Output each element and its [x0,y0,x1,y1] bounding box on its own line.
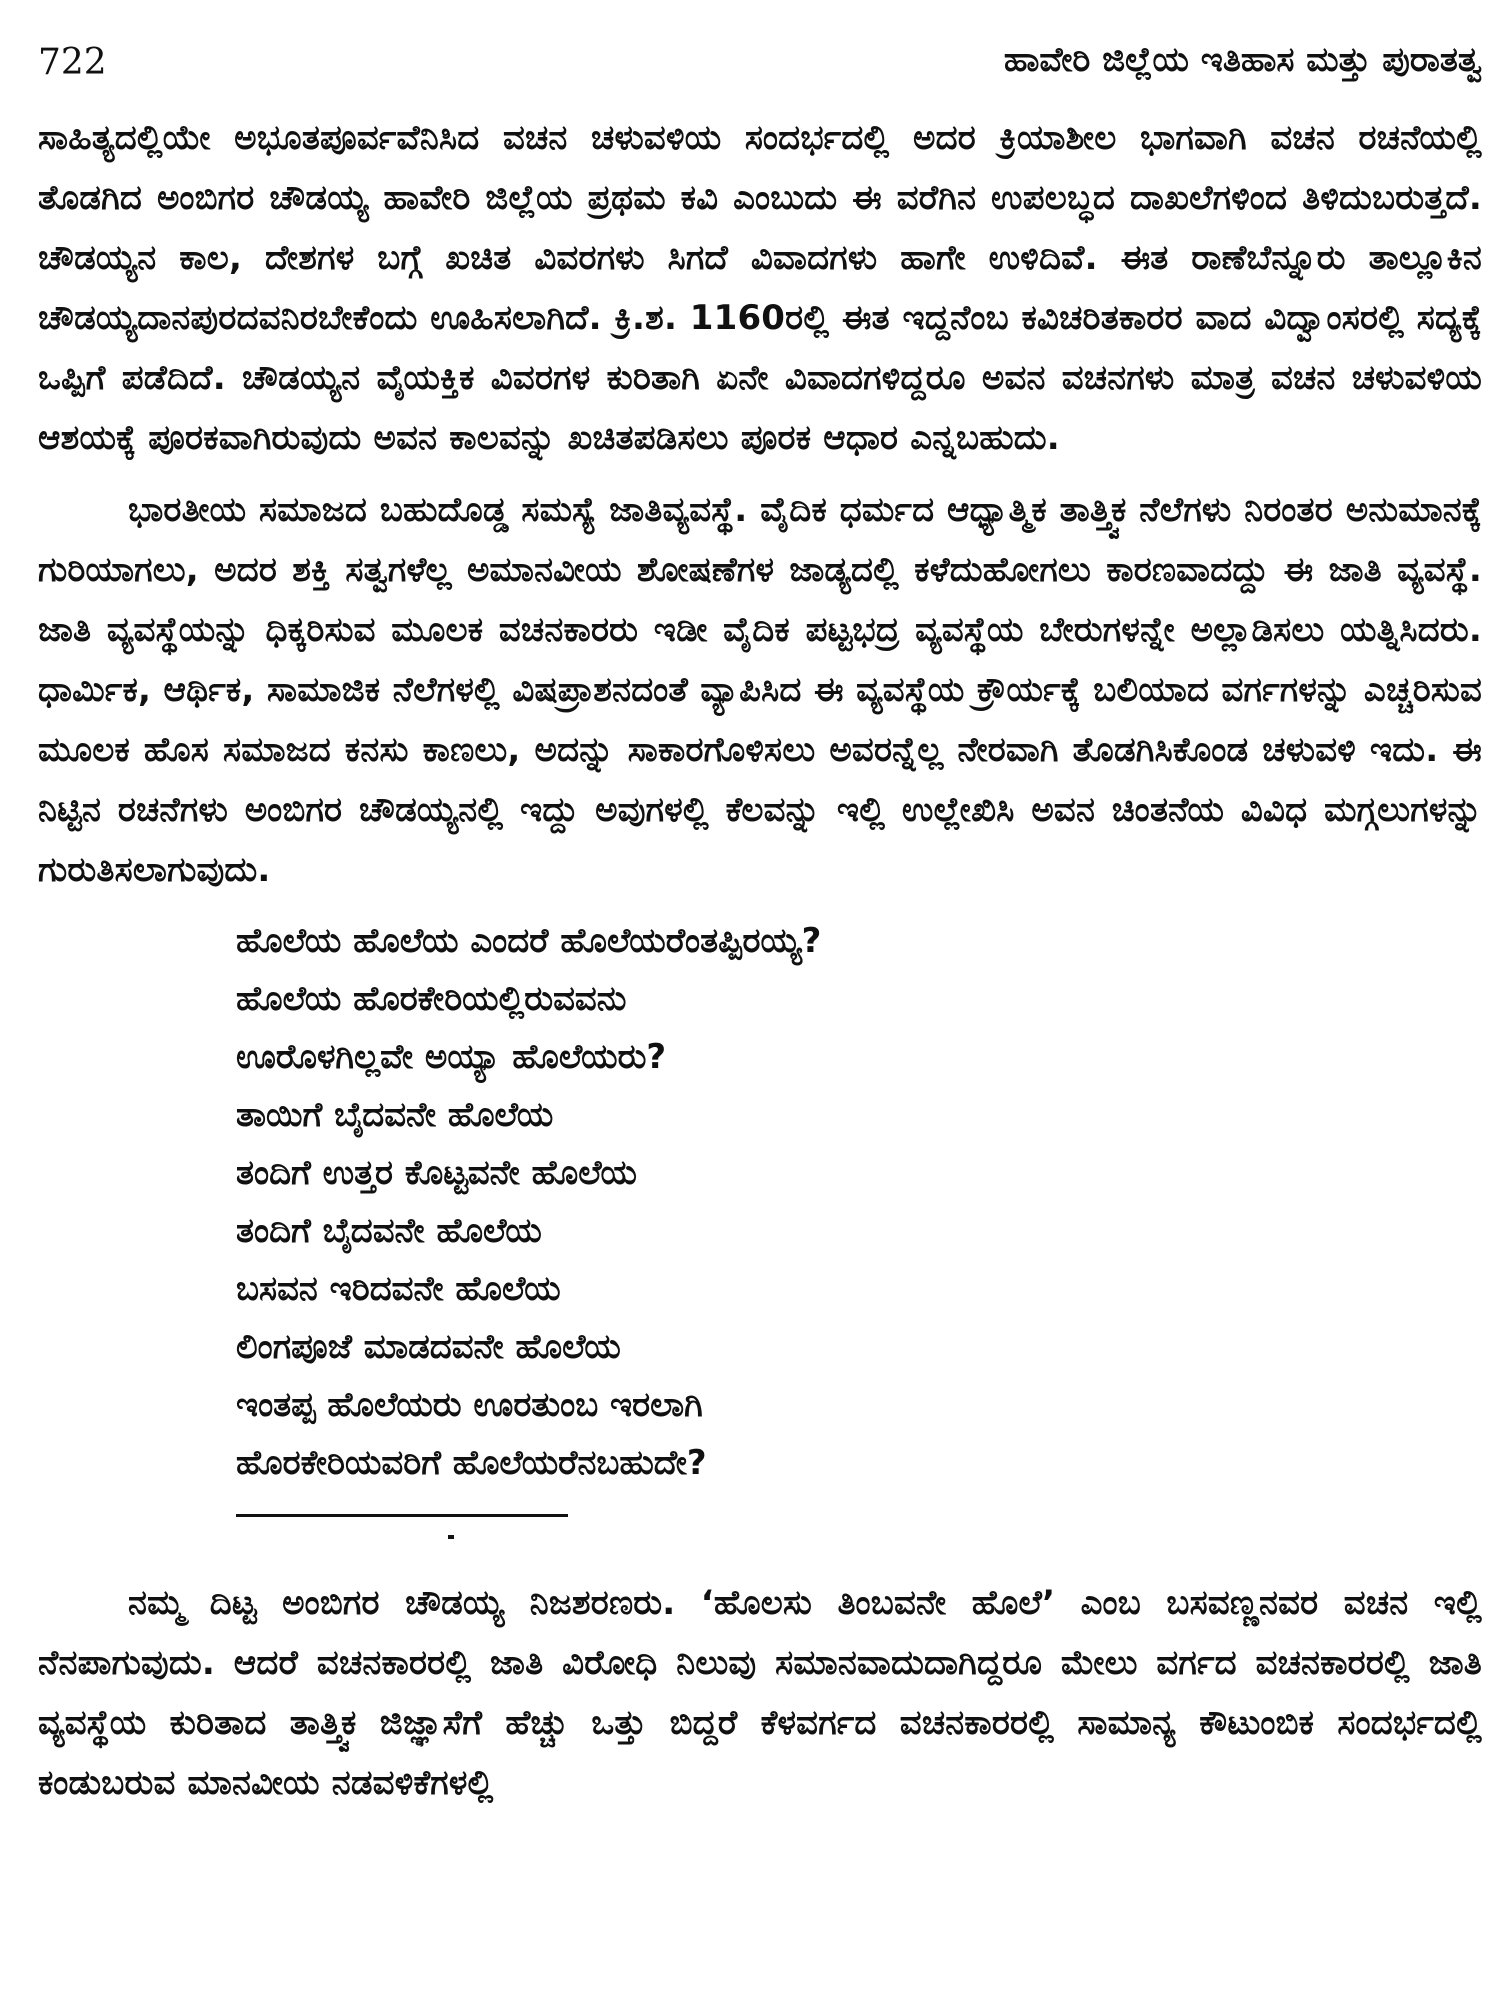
paragraph-2: ಭಾರತೀಯ ಸಮಾಜದ ಬಹುದೊಡ್ಡ ಸಮಸ್ಯೆ ಜಾತಿವ್ಯವಸ್ಥೆ. ವೈದಿಕ ಧರ್ಮದ ಆಧ್ಯಾತ್ಮಿಕ ತಾತ್ತ್ವಿಕ ನೆಲೆಗಳು ನಿರಂತರ ಅನುಮಾನಕ್ಕೆ ಗುರಿಯಾಗಲು, ಅದರ ಶಕ್ತಿ ಸತ್ವಗಳೆಲ್ಲ ಅಮಾನವೀಯ ಶೋಷಣೆಗಳ ಜಾಡ್ಯದಲ್ಲಿ ಕಳೆದುಹೋಗಲು ಕಾರಣವಾದದ್ದು ಈ ಜಾತಿ ವ್ಯವಸ್ಥೆ. ಜಾತಿ ವ್ಯವಸ್ಥೆಯನ್ನು ಧಿಕ್ಕರಿಸುವ ಮೂಲಕ ವಚನಕಾರರು ಇಡೀ ವೈದಿಕ ಪಟ್ಟಭದ್ರ ವ್ಯವಸ್ಥೆಯ ಬೇರುಗಳನ್ನೇ ಅಲ್ಲಾಡಿಸಲು ಯತ್ನಿಸಿದರು. ಧಾರ್ಮಿಕ, ಆರ್ಥಿಕ, ಸಾಮಾಜಿಕ ನೆಲೆಗಳಲ್ಲಿ ವಿಷಪ್ರಾಶನದಂತೆ ವ್ಯಾಪಿಸಿದ ಈ ವ್ಯವಸ್ಥೆಯ ಕ್ರೌರ್ಯಕ್ಕೆ ಬಲಿಯಾದ ವರ್ಗಗಳನ್ನು ಎಚ್ಚರಿಸುವ ಮೂಲಕ ಹೊಸ ಸಮಾಜದ ಕನಸು ಕಾಣಲು, ಅದನ್ನು ಸಾಕಾರಗೊಳಿಸಲು ಅವರನ್ನೆಲ್ಲ ನೇರವಾಗಿ ತೊಡಗಿಸಿಕೊಂಡ ಚಳುವಳಿ ಇದು. ಈ ನಿಟ್ಟಿನ ರಚನೆಗಳು ಅಂಬಿಗರ ಚೌಡಯ್ಯನಲ್ಲಿ ಇದ್ದು ಅವುಗಳಲ್ಲಿ ಕೆಲವನ್ನು ಇಲ್ಲಿ ಉಲ್ಲೇಖಿಸಿ ಅವನ ಚಿಂತನೆಯ ವಿವಿಧ ಮಗ್ಗಲುಗಳನ್ನು ಗುರುತಿಸಲಾಗುವುದು. [38,490,1482,890]
page-header [38,32,1482,92]
vachana-poem [236,912,1482,1492]
running-head: ಹಾವೇರಿ ಜಿಲ್ಲೆಯ ಇತಿಹಾಸ ಮತ್ತು ಪುರಾತತ್ವ [1003,40,1482,80]
page-body [38,108,1482,1813]
poem-line: ಹೊಲೆಯ ಹೊಲೆಯ ಎಂದರೆ ಹೊಲೆಯರೆಂತಪ್ಪಿರಯ್ಯ? [236,921,822,961]
paragraph-3: ನಮ್ಮ ದಿಟ್ಟ ಅಂಬಿಗರ ಚೌಡಯ್ಯ ನಿಜಶರಣರು. ‘ಹೊಲಸು ತಿಂಬವನೇ ಹೊಲೆ’ ಎಂಬ ಬಸವಣ್ಣನವರ ವಚನ ಇಲ್ಲಿ ನೆನಪಾಗುವುದು. ಆದರೆ ವಚನಕಾರರಲ್ಲಿ ಜಾತಿ ವಿರೋಧಿ ನಿಲುವು ಸಮಾನವಾದುದಾಗಿದ್ದರೂ ಮೇಲು ವರ್ಗದ ವಚನಕಾರರಲ್ಲಿ ಜಾತಿ ವ್ಯವಸ್ಥೆಯ ಕುರಿತಾದ ತಾತ್ತ್ವಿಕ ಜಿಜ್ಞಾಸೆಗೆ ಹೆಚ್ಚು ಒತ್ತು ಬಿದ್ದರೆ ಕೆಳವರ್ಗದ ವಚನಕಾರರಲ್ಲಿ ಸಾಮಾನ್ಯ ಕೌಟುಂಬಿಕ ಸಂದರ್ಭದಲ್ಲಿ ಕಂಡುಬರುವ ಮಾನವೀಯ ನಡವಳಿಕೆಗಳಲ್ಲಿ [38,1583,1482,1803]
paragraph-1: ಸಾಹಿತ್ಯದಲ್ಲಿಯೇ ಅಭೂತಪೂರ್ವವೆನಿಸಿದ ವಚನ ಚಳುವಳಿಯ ಸಂದರ್ಭದಲ್ಲಿ ಅದರ ಕ್ರಿಯಾಶೀಲ ಭಾಗವಾಗಿ ವಚನ ರಚನೆಯಲ್ಲಿ ತೊಡಗಿದ ಅಂಬಿಗರ ಚೌಡಯ್ಯ ಹಾವೇರಿ ಜಿಲ್ಲೆಯ ಪ್ರಥಮ ಕವಿ ಎಂಬುದು ಈ ವರೆಗಿನ ಉಪಲಬ್ಧದ ದಾಖಲೆಗಳಿಂದ ತಿಳಿದುಬರುತ್ತದೆ. ಚೌಡಯ್ಯನ ಕಾಲ, ದೇಶಗಳ ಬಗ್ಗೆ ಖಚಿತ ವಿವರಗಳು ಸಿಗದೆ ವಿವಾದಗಳು ಹಾಗೇ ಉಳಿದಿವೆ. ಈತ ರಾಣೆಬೆನ್ನೂರು ತಾಲ್ಲೂಕಿನ ಚೌಡಯ್ಯದಾನಪುರದವನಿರಬೇಕೆಂದು ಊಹಿಸಲಾಗಿದೆ. ಕ್ರಿ.ಶ. 1160ರಲ್ಲಿ ಈತ ಇದ್ದನೆಂಬ ಕವಿಚರಿತಕಾರರ ವಾದ ವಿದ್ವಾಂಸರಲ್ಲಿ ಸದ್ಯಕ್ಕೆ ಒಪ್ಪಿಗೆ ಪಡೆದಿದೆ. ಚೌಡಯ್ಯನ ವೈಯಕ್ತಿಕ ವಿವರಗಳ ಕುರಿತಾಗಿ ಏನೇ ವಿವಾದಗಳಿದ್ದರೂ ಅವನ ವಚನಗಳು ಮಾತ್ರ ವಚನ ಚಳುವಳಿಯ ಆಶಯಕ್ಕೆ ಪೂರಕವಾಗಿರುವುದು ಅವನ ಕಾಲವನ್ನು ಖಚಿತಪಡಿಸಲು ಪೂರಕ ಆಧಾರ ಎನ್ನಬಹುದು. [38,118,1482,458]
poem-line: ತಂದಿಗೆ ಬೈದವನೇ ಹೊಲೆಯ [236,1211,542,1251]
poem-line: ತಂದಿಗೆ ಉತ್ತರ ಕೊಟ್ಟವನೇ ಹೊಲೆಯ [236,1153,637,1193]
poem-line: ತಾಯಿಗೆ ಬೈದವನೇ ಹೊಲೆಯ [236,1095,554,1135]
poem-line: ಊರೊಳಗಿಲ್ಲವೇ ಅಯ್ಯಾ ಹೊಲೆಯರು? [236,1037,667,1077]
poem-line: ಇಂತಪ್ಪ ಹೊಲೆಯರು ಊರತುಂಬ ಇರಲಾಗಿ [236,1385,703,1425]
separator-dot [448,1535,454,1539]
poem-line: ಹೊಲೆಯ ಹೊರಕೇರಿಯಲ್ಲಿರುವವನು [236,979,627,1019]
poem-line: ಹೊರಕೇರಿಯವರಿಗೆ ಹೊಲೆಯರೆನಬಹುದೇ? [236,1443,707,1483]
page-number: 722 [38,42,107,83]
poem-line: ಬಸವನ ಇರಿದವನೇ ಹೊಲೆಯ [236,1269,561,1309]
poem-line: ಲಿಂಗಪೂಜೆ ಮಾಡದವನೇ ಹೊಲೆಯ [236,1327,621,1367]
section-rule [236,1514,568,1517]
